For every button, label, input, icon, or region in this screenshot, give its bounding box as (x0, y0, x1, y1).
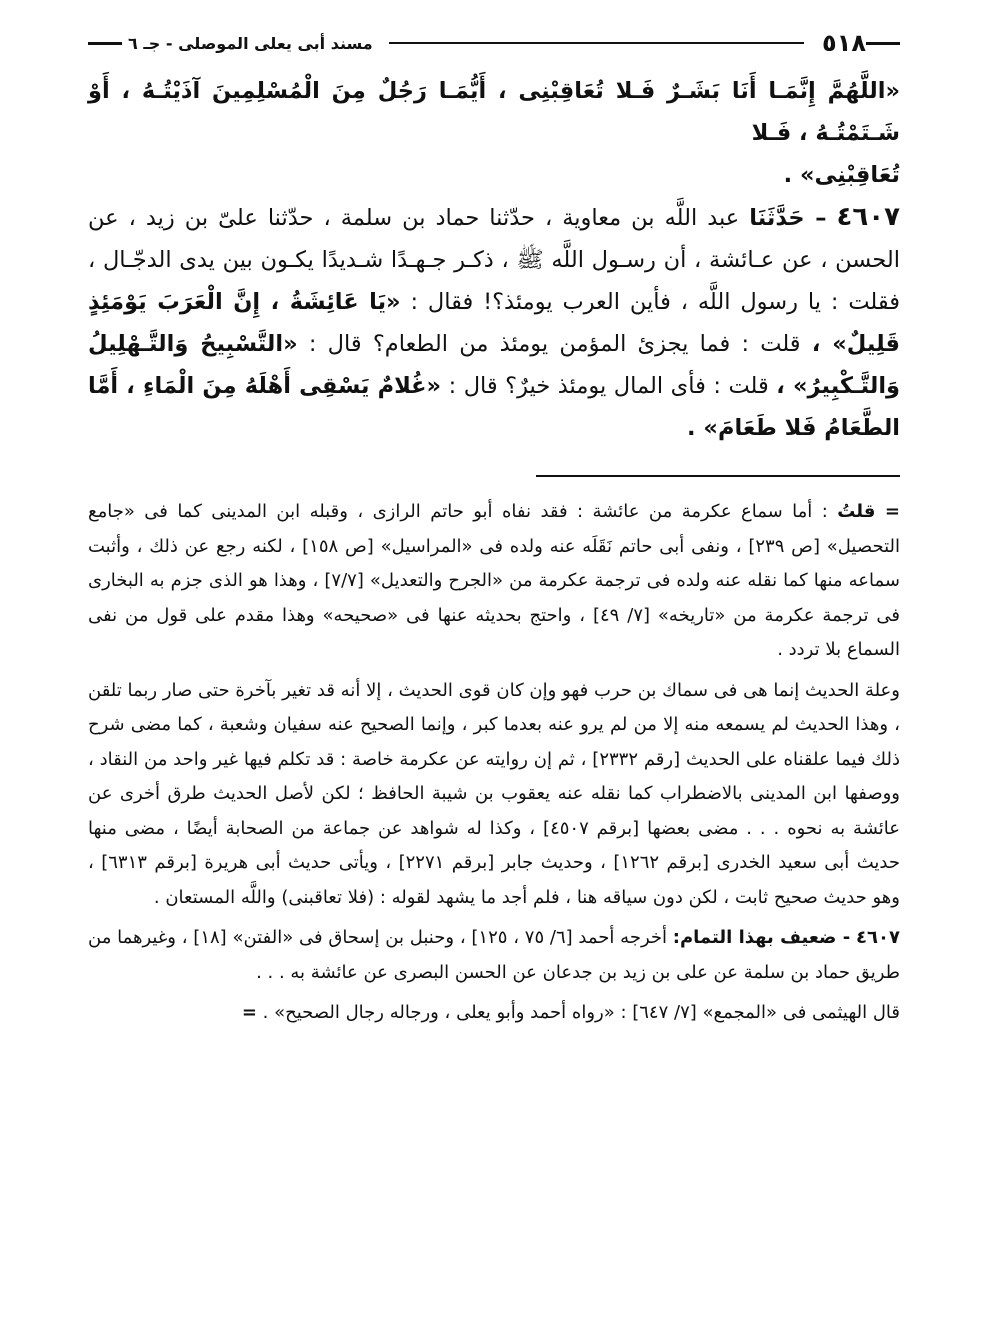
hadith-quote-3: «غُلامٌ يَسْقِى أَهْلَهُ مِنَ الْمَاءِ ، أَمَّا الطَّعَامُ فَلا طَعَامَ» . (88, 373, 900, 441)
footnote-continued (88, 495, 900, 668)
continuation-mark: = (884, 501, 900, 522)
continuation-mark-bottom: = (241, 1002, 257, 1023)
footnotes (88, 495, 900, 1031)
footnote-text-1: : أما سماع عكرمة من عائشة : فقد نفاه أبو حاتم الرازى ، وقبله ابن المدينى كما فى «جامع التحصيل» [ص ٢٣٩] ، ونفى أبى حاتم نَقَلَه عنه ولده فى «المراسيل» [ص ١٥٨] ، لكنه رجع عن ذلك ، وأثبت سماعه منها كما نقله عنه ولده فى ترجمة عكرمة من «الجرح والتعديل» [٧/٧] ، وهذا هو الذى جزم به البخارى فى ترجمة عكرمة من «تاريخه» [٧/ ٤٩] ، واحتج بحديثه عنها فى «صحيحه» وهذا مقدم على قول من نفى السماع بلا تردد . (88, 501, 901, 660)
hadith-quote-1: «يَا عَائِشَةُ ، إِنَّ الْعَرَبَ يَوْمَئِذٍ قَلِيلٌ» ، (88, 289, 900, 357)
hadith-line-1: عبد اللَّه بن معاوية ، حدّثنا حماد بن سلمة ، حدّثنا علىّ بن زيد ، عن (88, 205, 740, 231)
footnote-text-2: وعلة الحديث إنما هى فى سماك بن حرب فهو وإن كان قوى الحديث ، إلا أنه قد تغير بآخرة حتى صار ربما تلقن ، وهذا الحديث لم يسمعه منه إلا من لم يرو عنه بعدما كبر ، وإنما الصحيح عنه سفيان وشعبة ، كما مضى شرح ذلك فيما علقناه على الحديث [رقم ٢٣٣٢] ، ثم إن روايته عن عكرمة خاصة : قد تكلم فيها غير واحد من النقاد ، ووصفها ابن المدينى بالاضطراب كما نقله عنه يعقوب بن شيبة الحافظ ؛ لكن لأصل الحديث طرق أخرى عن عائشة به نحوه . . . مضى بعضها [برقم ٤٥٠٧] ، وكذا له شواهد عن جماعة من الصحابة أيضًا ، مضى منها حديث أبى سعيد الخدرى [برقم ١٢٦٢] ، وحديث جابر [برقم ٢٢٧١] ، ويأتى حديث أبى هريرة [برقم ٦٣١٣] ، وهو حديث صحيح ثابت ، لكن دون سياقه هنا ، فلم أجد ما يشهد لقوله : (فلا تعاقبنى) واللَّه المستعان . (88, 679, 900, 908)
hadith-line-2: الحسن ، عن عـائشة ، أن رسـول اللَّه ﷺ ، ذكـر جـهـدًا شـديدًا يكـون بين يدى الدجّـال ، (88, 247, 900, 273)
hadith-line-3a: فقلت : يا رسول اللَّه ، فأين العرب يومئذ؟! فقال : (410, 289, 900, 315)
hadith-opening: حَدَّثَنَا (749, 205, 805, 231)
hadith-line-4c: قلت : (713, 373, 769, 399)
footnote-paragraph-4 (88, 996, 900, 1031)
footnote-text-3: أخرجه أحمد [٦/ ٧٥ ، ١٢٥] ، وحنبل بن إسحاق فى «الفتن» [١٨] ، وغيرهما من طريق حماد بن سلمة عن على بن زيد بن جدعان عن الحسن البصرى عن عائشة به . . . (88, 927, 900, 983)
footnote-4607 (88, 921, 900, 990)
previous-hadith-line-1: «اللَّهُمَّ إِنَّمَـا أَنَا بَشَـرٌ فَـلا تُعَاقِبْنِى ، أَيُّمَـا رَجُلٌ مِنَ الْمُسْلِمِينَ آذَيْتُـهُ ، أَوْ شَـتَمْتُـهُ ، فَـلا (88, 78, 900, 146)
footnote-number: ٤٦٠٧ (856, 927, 900, 948)
hadith-line-4a: قلت : فما يجزئ المؤمن يومئذ من الطعام؟ قال : (308, 331, 801, 357)
previous-hadith-tail (88, 70, 900, 196)
footnote-text-4: قال الهيثمى فى «المجمع» [٧/ ٦٤٧] : «رواه أحمد وأبو يعلى ، ورجاله رجال الصحيح» . (262, 1002, 900, 1023)
main-text (88, 70, 900, 449)
header-dash-right (866, 42, 900, 45)
page (88, 26, 900, 1037)
hadith-line-5a: فأى المال يومئذ خيرٌ؟ قال : (448, 373, 706, 399)
previous-hadith-line-2: تُعَاقِبْنِى» . (783, 162, 900, 188)
footnote-lead: قلتُ (837, 501, 876, 522)
page-number: ٥١٨ (822, 29, 866, 57)
book-title: مسند أبى يعلى الموصلى - جـ ٦ (128, 33, 373, 53)
footnote-separator (536, 475, 900, 477)
hadith-number: ٤٦٠٧ (836, 202, 900, 232)
running-header (88, 26, 900, 60)
footnote-grade: - ضعيف بهذا التمام: (672, 927, 851, 948)
header-dash-left (88, 42, 122, 45)
hadith-4607: ٤٦٠٧ – حَدَّثَنَا عبد اللَّه بن معاوية ، حدّثنا حماد بن سلمة ، حدّثنا علىّ بن زيد ، عن الحسن ، عن عـائشة ، أن رسـول اللَّه ﷺ ، ذكـر جـهـدًا شـديدًا يكـون بين يدى الدجّـال ، فقلت : يا رسول اللَّه ، فأين العرب يومئذ؟! فقال : «يَا عَائِشَةُ ، إِنَّ الْعَرَبَ يَوْمَئِذٍ قَلِيلٌ» ، قلت : فما يجزئ المؤمن يومئذ من الطعام؟ قال : «التَّسْبِيحُ وَالتَّـهْلِيلُ وَالتَّـكْبِيرُ» ، قلت : فأى المال يومئذ خيرٌ؟ قال : «غُلامٌ يَسْقِى أَهْلَهُ مِنَ الْمَاءِ ، أَمَّا الطَّعَامُ فَلا طَعَامَ» . (88, 202, 901, 441)
header-rule (389, 42, 804, 44)
hadith-quote-2: «التَّسْبِيحُ وَالتَّـهْلِيلُ وَالتَّـكْبِيرُ» ، (88, 331, 901, 399)
footnote-paragraph-2 (88, 674, 900, 916)
